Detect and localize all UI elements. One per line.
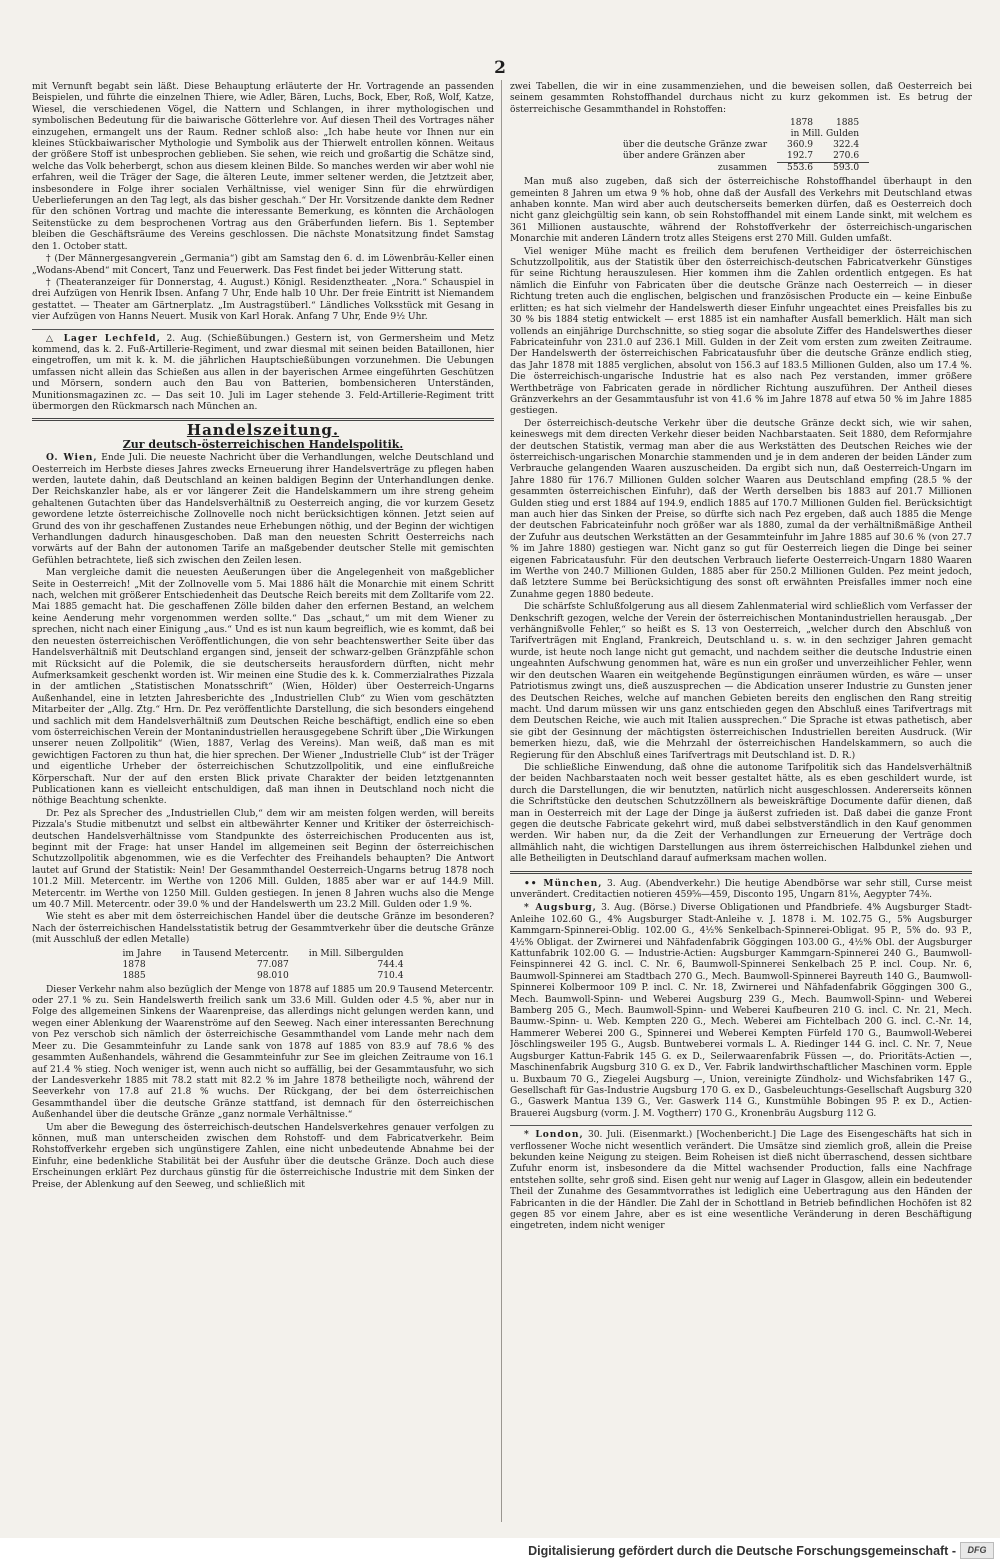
table-cell: 553.6	[777, 163, 823, 175]
news-item	[32, 452, 494, 567]
article-paragraph: Viel weniger Mühe macht es freilich dem berufenen Vertheidiger der österreichischen Schutzzollpolitik, aus der Statistik über den österreichisch-deutschen Fabricatverkehr Günstiges für seine Richtung herauszulesen. Hier kommen ihm die Zahlen ordentlich entgegen. Es hat nämlich die Einfuhr von Fabricaten über die deutsche Gränze nach Oesterreich — in dieser Richtung treten auch die englischen, belgischen und französischen Producte ein — keine Einbuße erlitten; es hat sich vielmehr der Handelswerth dieser Einfuhr ungeachtet eines Preisfalles bis zu 30 % bis 1884 stetig entwickelt — erst 1885 ist ein namhafter Ausfall bemerklich. Hält man sich vollends an einjährige Durchschnitte, so stieg sogar die absolute Ziffer des Handelswerthes dieser Fabricateinfuhr von 231.0 auf 236.1 Mill. Gulden in der Zeit vom ersten zum zweiten Zeitraume. Der Handelswerth der österreichischen Fabricatausfuhr über die deutsche Gränze endlich stieg, das Jahr 1878 mit 1885 verglichen, absolut von 156.3 auf 183.5 Millionen Gulden, also um 17.4 %. Die österreichisch-ungarische Industrie hat es also nach Pez verstanden, immer größere Werthbeträge von Fabricaten gerade in nördlicher Richtung auszuführen. Der Antheil dieses Gränzverkehrs an der Gesammtausfuhr ist von 41.6 % im Jahre 1878 auf etwa 50 % im Jahre 1885 gestiegen.	[510, 246, 972, 417]
table-row	[112, 960, 413, 971]
table-header-cell: 1878	[789, 118, 814, 129]
raw-material-table	[613, 118, 869, 174]
news-text: 3. Aug. (Börse.) Diverse Obligationen und Pfandbriefe. 4% Augsburger Stadt-Anleihe 102.60 G., 4% Augsburger Stadt-Anleihe v. J. 1878 i. M. 102.75 G., 5% Augsburger Kammgarn-Spinnerei-Oblig. 102.00 G., 4½% Senkelbach-Spinnerei-Obligat. 95 P., 5% do. 93 P., 4½% Obligat. der Zwirnerei und Nähfadenfabrik Göggingen 103.00 G., 4½% Obl. der Augsburger Kattunfabrik 102.00 G. — Industrie-Actien: Augsburger Kammgarn-Spinnerei 240 G., Baumwoll-Feinspinnerei 42 G. incl. C. Nr. 6, Baumwoll-Spinnerei Senkelbach 25 P. incl. Coup. Nr. 6, Baumwoll-Spinnerei am Stadtbach 270 G., Mech. Baumwoll-Spinnerei Bayreuth 140 G., Baumwoll-Spinnerei Kolbermoor 109 P. incl. C. Nr. 18, Zwirnerei und Nähfadenfabrik Göggingen 300 G., Mech. Baumwoll-Spinn- und Weberei Augsburg 239 G., Mech. Baumwoll-Spinn- und Weberei Bamberg 205 G., Mech. Baumwoll-Spinn- und Weberei Kaufbeuren 210 G. incl. C. Nr. 21, Mech. Baumw.-Spinn- u. Web. Kempten 220 G., Mech. Weberei am Fichtelbach 200 G. incl. C.-Nr. 14, Hammerer Weberei 200 G., Spinnerei und Weberei Kempten Fürfeld 170 G., Baumwoll-Weberei Jöschlingsweiler 195 G., Augsb. Buntweberei vormals L. A. Riedinger 144 G. incl. C. Nr. 7, Neue Augsburger Kattun-Fabrik 145 G. ex D., Seilerwaarenfabrik Füssen —, do. Prioritäts-Actien —, Maschinenfabrik Augsburg 310 G. ex D., Ver. Fabrik landwirthschaftlicher Maschinen vorm. Epple u. Buxbaum 70 G., Ziegelei Augsburg —, Union, vereinigte Zündholz- und Wichsfabriken 147 G., Gesellschaft für Gas-Industrie Augsburg 170 G. ex D., Gasbeleuchtungs-Gesellschaft Augsburg 320 G., Gaswerk Mantua 139 G., Ver. Gaswerk 114 G., Kunstmühle Bobingen 95 P. ex D., Actien-Brauerei Augsburg (vorm. J. M. Vogtherr) 170 G., Kronenbräu Augsburg 112 G.	[510, 903, 972, 1119]
dateline: •• München,	[524, 877, 603, 889]
article-paragraph: Die schärfste Schlußfolgerung aus all diesem Zahlenmaterial wird schließlich vom Verfasser der Denkschrift gezogen, welche der Verein der österreichischen Montanindustriellen herausgab. „Der verhängnißvolle Fehler,“ so heißt es S. 13 von Oesterreich, „welcher durch den Abschluß von Tarifverträgen mit England, Frankreich, Deutschland u. s. w. in den sechziger Jahren gemacht wurde, ist heute noch lange nicht gut gemacht, und nachdem seither die deutsche Industrie einen ungeahnten Aufschwung genommen hat, wäre es nun ein großer und unverzeihlicher Fehler, wenn wir den deutschen Waaren ein weitgehende Begünstigungen einräumen würden, es wäre — unser Patriotismus zwingt uns, dieß auszusprechen — die Abdication unserer Industrie zu Gunsten jener des Deutschen Reiches, welche auf manchen Gebieten bereits den englischen den Rang streitig macht. Und darum müssen wir uns ganz entschieden gegen den Abschluß eines Tarifvertrags mit dem Deutschen Reiche, wie auch mit Italien aussprechen.“ Die Sprache ist etwas pathetisch, aber sie gibt der Gesinnung der mächtigsten österreichischen Industriellen bereiten Ausdruck. (Wir bemerken hiezu, daß, wie die Mehrzahl der österreichischen Handelskammern, so auch die Regierung für den Abschluß eines Tarifvertrags mit Deutschland ist. D. R.)	[510, 602, 972, 761]
article-paragraph: Man vergleiche damit die neuesten Aeußerungen über die Angelegenheit von maßgeblicher Seite in Oesterreich! „Mit der Zollnovelle vom 5. Mai 1886 hält die Monarchie mit einem Schritt nach, welchen mit größerer Entschiedenheit das Deutsche Reich bereits mit dem Zolltarife vom 22. Mai 1885 gemacht hat. Die geschaffenen Zölle bilden daher den erfernen Bestand, an welchem keine Aenderung mehr vorgenommen werden sollte.“ Das „schaut,“ um mit dem Wiener zu sprechen, nicht nach einer Einigung „aus.“ Und es ist nun kaum begreiflich, wie es kommt, daß bei den neuesten österreichischen Veröffentlichungen, die von sehr beachtenswerther Seite über das Handelsverhältniß mit Deutschland ergangen sind, jenseit der schwarz-gelben Gränzpfähle schon mit Rücksicht auf die Polemik, die sie deutscherseits herausfordern dürften, nicht mehr Aufmerksamkeit geschenkt worden ist. Wir meinen eine Studie des k. k. Commerzialrathes Pizzala in der amtlichen „Statistischen Monatsschrift“ (Wien, Hölder) über Oesterreich-Ungarns Außenhandel, eine in letzten Jahresberichte des „Industriellen Club“ zu Wien vom geschätzten Mitarbeiter der „Allg. Ztg.“ Hrn. Dr. Pez veröffentlichte Darstellung, die sich besonders eingehend und sachlich mit dem Handelsverhältniß zum Deutschen Reiche beschäftigt, endlich eine so eben vom österreichischen Verein der Montanindustriellen herausgegebene Schrift über „Die Wirkungen unserer neuen Zollpolitik“ (Wien, 1887, Verlag des Vereins). Man weiß, daß man es mit gewichtigen Factoren zu thun hat, die hier sprechen. Der Wiener „Industrielle Club“ ist der Träger und eigentliche Urheber der österreichischen Schutzzollpolitik, und eine einflußreiche Körperschaft. Nur der auf den ersten Blick private Charakter der beiden letztgenannten Publicationen kann es vielleicht entschuldigen, daß man ihnen in Deutschland noch nicht die nöthige Beachtung schenkte.	[32, 568, 494, 807]
table-header-cell: im Jahre	[122, 948, 162, 959]
table-sum-row	[613, 163, 869, 175]
right-column	[510, 82, 972, 1522]
news-item	[510, 878, 972, 902]
table-header-row	[613, 118, 869, 129]
dateline: O. Wien,	[46, 452, 98, 464]
article-paragraph: Wie steht es aber mit dem österreichischen Handel über die deutsche Gränze im besonderen? Nach der österreichischen Handelsstatistik betrug der Gesammtverkehr über die deutsche Gränze (mit Ausschluß der edlen Metalle)	[32, 912, 494, 946]
table-cell: 192.7	[787, 151, 814, 162]
table-cell: über die deutsche Gränze zwar	[622, 140, 768, 151]
table-header-cell: in Mill. Silbergulden	[308, 948, 404, 959]
table-header-cell: in Tausend Metercentr.	[181, 948, 289, 959]
table-cell: 593.0	[823, 163, 869, 175]
dateline: * Augsburg,	[524, 902, 597, 914]
table-row	[112, 971, 413, 982]
article-paragraph: Dieser Verkehr nahm also bezüglich der Menge von 1878 auf 1885 um 20.9 Tausend Metercentr. oder 27.1 % zu. Sein Handelswerth freilich sank um 33.6 Mill. Gulden oder 4.5 %, aber nur in Folge des allgemeinen Sinkens der Waarenpreise, das allerdings nicht gelungen werden kann, und wegen einer Ablenkung der Waarenströme auf den Seeweg. Nach einer interessanten Berechnung von Pez verschob sich nämlich der österreichische Gesammthandel vom Lande mehr nach dem Meer zu. Die Gesammteinfuhr zu Lande sank von 1878 auf 1885 von 83.9 auf 78.6 % des gesammten Außenhandels, während die Gesammteinfuhr zur See im gleichen Zeitraume von 16.1 auf 21.4 % stieg. Noch weniger ist, wenn auch nicht so auffällig, bei der Gesammtausfuhr, wo sich der Landesverkehr 1885 mit 78.2 statt mit 82.2 % im Jahre 1878 betheiligte noch, während der Seeverkehr von 17.8 auf 21.8 % wuchs. Der Rückgang, der bei dem österreichischen Gesammthandel über die deutsche Gränze stattfand, ist demnach für den österreichischen Außenhandel über die deutsche Gränze „ganz normale Verhältnisse.“	[32, 984, 494, 1121]
article-paragraph: † (Theateranzeiger für Donnerstag, 4. August.) Königl. Residenztheater. „Nora.“ Schauspiel in drei Aufzügen von Henrik Ibsen. Anfang 7 Uhr, Ende halb 10 Uhr. Der freie Eintritt ist Niemandem gestattet. — Theater am Gärtnerplatz. „Im Austragstüberl.“ Ländliches Volksstück mit Gesang in vier Aufzügen von Hanns Neuert. Musik von Karl Horak. Anfang 7 Uhr, Ende 9½ Uhr.	[32, 277, 494, 323]
table-cell: über andere Gränzen aber	[622, 151, 746, 162]
table-cell: 270.6	[833, 151, 860, 162]
article-paragraph: Dr. Pez als Sprecher des „Industriellen Club,“ dem wir am meisten folgen werden, will bereits Pizzala's Studie mitbenutzt und selbst ein altbewährter Kenner und Kritiker der österreichisch-deutschen Handelsverhältnisse vom Standpunkte des österreichischen Producenten aus ist, beginnt mit der Frage: hat unser Handel im allgemeinen seit Beginn der österreichischen Schutzzollpolitik abgenommen, wie es die Verfechter des Freihandels behaupten? Die Antwort lautet auf Grund der Statistik: Nein! Der Gesammthandel Oesterreich-Ungarns betrug 1878 noch 101.2 Mill. Metercentr. im Werthe von 1206 Mill. Gulden, 1885 aber war er auf 144.9 Mill. Metercentr. im Werthe von 1250 Mill. Gulden gestiegen. In jenen 8 Jahren wuchs also die Menge um 40.7 Mill. Metercentr. oder 39.0 % und der Handelswerth um 23.2 Mill. Gulden oder 1.9 %.	[32, 808, 494, 911]
news-text: 30. Juli. (Eisenmarkt.) [Wochenbericht.] Die Lage des Eisengeschäfts hat sich in verflossener Woche nicht wesentlich verändert. Die Umsätze sind ziemlich groß, allein die Preise bekunden keine Neigung zu steigen. Beim Roheisen ist dieß nicht überraschend, dessen sichtbare Zufuhr enorm ist, insbesondere da die Mittel wachsender Production, falls eine Nachfrage entstehen sollte, sehr groß sind. Eisen geht nur wenig auf Lager in Glasgow, allein ein bedeutender Theil der Zunahme des Gesammtvorrathes ist lediglich eine Uebertragung aus den Händen der Fabricanten in die der Händler. Die Zahl der in Schottland in Betrieb befindlichen Hochöfen ist 82 gegen 85 vor einem Jahre, aber es ist eine wesentliche Veränderung in deren Beschäftigung eingetreten, indem nicht weniger	[510, 1130, 972, 1232]
column-divider	[501, 80, 502, 1522]
dateline: * London,	[524, 1129, 584, 1141]
article-paragraph: zwei Tabellen, die wir in eine zusammenziehen, und die beweisen sollen, daß Oesterreich bei seinem gesammten Rohstoffhandel durchaus nicht zu kurz gekommen ist. Es betrug der österreichische Gesammthandel in Rohstoffen:	[510, 82, 972, 115]
table-cell: 1878	[122, 959, 146, 970]
rule	[510, 1125, 972, 1126]
article-paragraph: Die schließliche Einwendung, daß ohne die autonome Tarifpolitik sich das Handelsverhältniß der beiden Nachbarstaaten noch weit besser gestaltet hätte, als es eben geschildert wurde, ist durch die Darstellungen, die wir benutzten, natürlich nicht ausgeschlossen. Andererseits können die Schriftstücke den deutschen Schutzzöllnern als beweiskräftige Documente dafür dienen, daß man in Oesterreich mit der Lage der Dinge ja äußerst zufrieden ist. Daß dabei die ganze Front gegen die deutsche Fabricate gekehrt wird, muß dabei selbstverständlich in den Kauf genommen werden. Wir haben nur, da die Zeit der Verhandlungen zur Erneuerung der Verträge doch allmählich naht, die wichtigen Darstellungen aus ihrem österreichischen Halbdunkel ziehen und alle Betheiligten in Deutschland darauf aufmerksam machen wollen.	[510, 762, 972, 865]
article-paragraph: Der österreichisch-deutsche Verkehr über die deutsche Gränze deckt sich, wie wir sahen, keineswegs mit dem directen Verkehr dieser beiden Nachbarstaaten. Seit 1880, dem Reformjahre der deutschen Statistik, vermag man aber die aus Werkstätten des Deutschen Reiches wie der österreichisch-ungarischen Monarchie stammenden und je in dem anderen der beiden Länder zum Verbrauche gelangenden Waaren auszuscheiden. Da ergibt sich nun, daß Oesterreich-Ungarn im Jahre 1880 für 176.7 Millionen Gulden solcher Waaren aus Deutschland empfing (28.5 % der gesammten österreichischen Einfuhr), daß der Werth derselben bis 1883 auf 201.7 Millionen Gulden stieg und erst 1884 auf 194.9, endlich 1885 auf 170.7 Millionen Gulden fiel. Berücksichtigt man auch hier das Sinken der Preise, so dürfte sich nach Pez ergeben, daß auch 1885 die Menge der deutschen Fabricateinfuhr noch größer war als 1880, zumal da der verhältnißmäßige Antheil der Zufuhr aus deutschen Werkstätten an der Gesammteinfuhr im Jahre 1885 auf 30.6 % (von 27.7 % im Jahre 1880) gestiegen war. Nicht ganz so gut für Oesterreich liegen die Dinge bei seiner eigenen Fabricatausfuhr. Für den deutschen Verbrauch lieferte Oesterreich-Ungarn 1880 Waaren im Werthe von 240.7 Millionen Gulden, 1885 aber für 250.2 Millionen Gulden. Pez meint jedoch, daß letztere Summe bei Berücksichtigung des sonst oft erwähnten Preisfalles immer noch eine Zunahme gegen 1880 bedeute.	[510, 418, 972, 600]
news-text: 3. Aug. (Abendverkehr.) Die heutige Abendbörse war sehr still, Curse meist unverändert. Creditactien notieren 459⅝—459, Disconto 195, Ungarn 81⅛, Aegypter 74⅜.	[510, 878, 972, 900]
page-number: 2	[494, 58, 506, 78]
section-title: Handelszeitung.	[186, 421, 340, 440]
rule	[32, 329, 494, 330]
article-paragraph: Um aber die Bewegung des österreichisch-deutschen Handelsverkehres genauer verfolgen zu können, muß man unterscheiden zwischen dem Rohstoff- und dem Fabricatverkehr. Beim Rohstoffverkehr ergeben sich ungünstigere Zahlen, eine nicht unbedeutende Abnahme bei der Einfuhr, eine bedenkliche Stabilität bei der Ausfuhr über die deutsche Gränze. Doch auch diese Erscheinungen erklärt Pez durchaus günstig für die österreichische Industrie mit dem Sinken der Preise, der Ablenkung auf den Seeweg, und schließlich mit	[32, 1122, 494, 1190]
trade-volume-table	[112, 949, 413, 982]
double-rule	[510, 871, 972, 874]
news-item	[32, 333, 494, 414]
table-cell: 77.087	[256, 959, 289, 970]
dateline: △ Lager Lechfeld,	[46, 332, 161, 344]
news-item	[510, 902, 972, 1120]
table-cell: 322.4	[833, 140, 860, 151]
table-unit: in Mill. Gulden	[790, 129, 860, 140]
digitization-footer	[0, 1538, 1000, 1563]
table-row	[613, 151, 869, 163]
article-paragraph: † (Der Männergesangverein „Germania“) gibt am Samstag den 6. d. im Löwenbräu-Keller einen „Wodans-Abend“ mit Concert, Tanz und Feuerwerk. Das Fest findet bei jeder Witterung statt.	[32, 254, 494, 276]
footer-credit: Digitalisierung gefördert durch die Deutsche Forschungsgemeinschaft -	[528, 1544, 956, 1558]
table-cell: 360.9	[787, 140, 814, 151]
table-cell: zusammen	[717, 162, 768, 173]
table-header-row	[112, 949, 413, 960]
article-paragraph: Man muß also zugeben, daß sich der österreichische Rohstoffhandel überhaupt in den gemeinten 8 Jahren um etwa 9 % hob, ohne daß der Ausfall des Verkehrs mit Deutschland etwas anhaben konnte. Man wird aber auch deutscherseits bemerken dürfen, daß es Oesterreich doch nicht ganz gleichgültig sein kann, ob sein Rohstoffhandel mit einem Lande sinkt, mit welchem es 361 Millionen austauschte, während der Rohstoffverkehr der österreichisch-ungarischen Monarchie mit anderen Ländern trotz alles Steigens erst 270 Mill. Gulden umfaßt.	[510, 177, 972, 245]
table-cell: 1885	[122, 970, 146, 981]
article-paragraph: mit Vernunft begabt sein läßt. Diese Behauptung erläuterte der Hr. Vortragende an passenden Beispielen, und führte die einzelnen Thiere, wie Adler, Bären, Luchs, Bock, Eber, Roß, Wolf, Katze, Wiesel, die verschiedenen Vögel, die Nattern und Schlangen, in ihrer mythologischen und symbolischen Bedeutung für die baiwarische Götterlehre vor. Auf diesen Theil des Vortrages näher einzugehen, ermangelt uns der Raum. Redner schloß also: „Ich habe heute vor Ihnen nur ein kleines Stückbaiwarischer Mythologie und Symbolik aus der Thierwelt entrollen können. Weitaus der größere Stoff ist unbesprochen geblieben. Sie sehen, wie reich und großartig die Schätze sind, welche das Volk beherbergt, schon aus diesem kleinen Bilde. So manches werden wir aber wohl nie erfahren, weil die Träger der Sage, die älteren Leute, immer seltener werden, die Jetztzeit aber, insbesondere in Folge ihrer socialen Verhältnisse, viel weniger Sinn für die ehrwürdigen Ueberlieferungen an den Tag legt, als das bisher geschah.“ Der Hr. Vorsitzende dankte dem Redner für den schönen Vortrag und machte die interessante Bemerkung, es könnten die Archäologen Seitenstücke zu dem besprochenen Vortrag aus den Gräberfunden liefern. Bis 1. September bleiben die Geschäftsräume des Vereins geschlossen. Die nächste Monatsitzung findet Samstag den 1. October statt.	[32, 82, 494, 252]
news-item	[510, 1129, 972, 1233]
table-cell: 744.4	[377, 959, 404, 970]
dfg-logo: DFG	[960, 1542, 994, 1559]
table-unit-row	[613, 129, 869, 140]
table-cell: 98.010	[256, 970, 289, 981]
news-text: 2. Aug. (Schießübungen.) Gestern ist, von Germersheim und Metz kommend, das k. 2. Fuß-Artillerie-Regiment, und zwar diesmal mit seinen beiden Bataillonen, hier eingetroffen, um mit k. k. M. die jährlichen Hauptschießübungen vorzunehmen. Die Uebungen umfassen nicht allein das Schießen aus allen in der bayerischen Armee eingeführten Geschützen und Mörsern, sondern auch den Bau von Batterien, bombensicheren Unterständen, Munitionsmagazinen zc. — Das seit 10. Juli im Lager stehende 3. Feld-Artillerie-Regiment tritt übermorgen den Rückmarsch nach München an.	[32, 333, 494, 412]
table-row	[613, 140, 869, 151]
news-text: Ende Juli. Die neueste Nachricht über die Verhandlungen, welche Deutschland und Oesterreich im Herbste dieses Jahres zwecks Erneuerung ihrer Handelsverträge zu pflegen haben werden, lautete dahin, daß Deutschland an keinen baldigen Beginn der Unterhandlungen denke. Der Reichskanzler habe, als er vor längerer Zeit die Handelskammern um ihre streng geheim gehaltenen Gutachten über das Handelsverhältniß zu Oesterreich anging, die vor kurzem Gesetz gewordene letzte österreichische Zollnovelle noch nicht berücksichtigen können. Jetzt seien auf Grund des von ihr geschaffenen Zustandes neue Erhebungen nöthig, und der Beginn der wichtigen Verhandlungen dadurch hinausgeschoben. Daß man den neuesten Schritt Oesterreichs nach vorwärts auf der Bahn der autonomen Tarife an maßgebender deutscher Stelle mit gemischten Gefühlen betrachtete, ließ sich zwischen den Zeilen lesen.	[32, 453, 494, 566]
left-column	[32, 82, 494, 1522]
article-title: Zur deutsch-österreichischen Handelspolitik.	[122, 437, 404, 451]
table-cell: 710.4	[377, 970, 404, 981]
table-header-cell: 1885	[835, 118, 860, 129]
